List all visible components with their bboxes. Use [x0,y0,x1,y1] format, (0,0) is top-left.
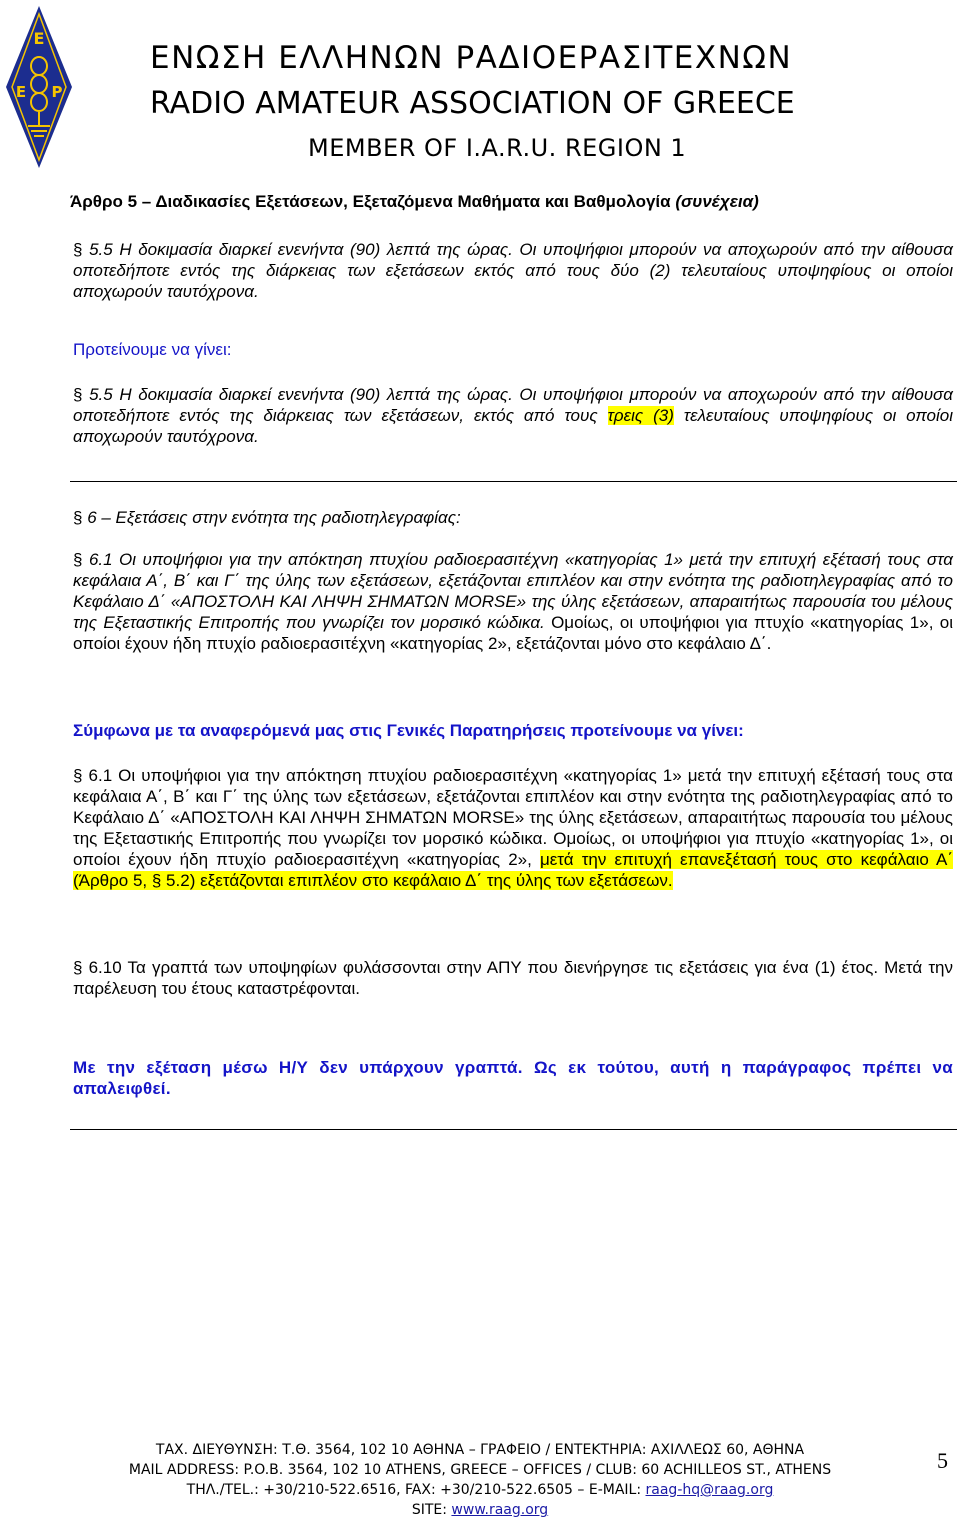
paragraph-6-1-highlight: μετά την επιτυχή επανεξέτασή τους στο κεφάλαιο Α΄ (Άρθρο 5, § 5.2) εξετάζονται επιπλέον στο κεφάλαιο Δ΄ της ύλης των εξετάσεων. [73,850,953,890]
footer-site-label: SITE: [411,1502,452,1518]
footer-address-english: MAIL ADDRESS: P.O.B. 3564, 102 10 ATHENS, GREECE – OFFICES / CLUB: 60 ACHILLEOS ST., ATHENS [128,1462,832,1478]
paragraph-5-5-original [73,239,953,302]
section-6-title [73,507,953,528]
section-icon: § [73,508,83,527]
paragraph-6-10 [73,957,953,999]
org-name-greek: ΕΝΩΣΗ ΕΛΛΗΝΩΝ ΡΑΔΙΟΕΡΑΣΙΤΕΧΝΩΝ [150,40,793,76]
logo-letter-right: Ρ [51,83,63,101]
paragraph-6-1-proposed-text: 6.1 Οι υποψήφιοι για την απόκτηση πτυχίου ραδιοερασιτέχνη «κατηγορίας 1» μετά την επιτυχή εξέτασή τους στα κεφάλαια Α΄, Β΄ και Γ΄ της ύλης των εξετάσεων, εξετάζονται επιπλέον και στην ενότητα της ραδιοτηλεγραφίας από το Κεφάλαιο Δ΄ «ΑΠΟΣΤΟΛΗ ΚΑΙ ΛΗΨΗ ΣΗΜΑΤΩΝ MORSE» της ύλης εξετάσεων, απαραιτήτως παρουσία του μέλους της Εξεταστικής Επιτροπής που γνωρίζει τον μορσικό κώδικα. Ομοίως, οι υποψήφιοι για πτυχίο «κατηγορίας 1», οι οποίοι έχουν ήδη πτυχίο ραδιοερασιτέχνη «κατηγορίας 2», [73,766,953,869]
article-title-suffix: (συνέχεια) [675,192,759,211]
closing-remark: Με την εξέταση μέσω Η/Υ δεν υπάρχουν γραπτά. Ως εκ τούτου, αυτή η παράγραφος πρέπει να απαλειφθεί. [73,1058,953,1098]
section-icon: § [73,766,83,785]
proposal-heading-2: Σύμφωνα με τα αναφερόμενά μας στις Γενικές Παρατηρήσεις προτείνουμε να γίνει: [73,721,744,740]
separator-line [70,1129,957,1130]
section-icon: § [73,958,83,977]
footer-phone-fax: ΤΗΛ./TEL.: +30/210-522.6516, FAX: +30/210-522.6505 – E-MAIL: [186,1482,646,1498]
proposal-heading-1: Προτείνουμε να γίνει: [73,340,232,359]
section-icon: § [73,550,83,569]
raag-logo [4,4,74,170]
paragraph-6-1-original [73,549,953,654]
paragraph-6-1-italic: 6.1 Οι υποψήφιοι για την απόκτηση πτυχίου ραδιοερασιτέχνη «κατηγορίας 1» μετά την επιτυχή εξέτασή τους στα κεφάλαια Α΄, Β΄ και Γ΄ της ύλης των εξετάσεων, εξετάζονται επιπλέον και στην ενότητα της ραδιοτηλεγραφίας από το Κεφάλαιο Δ΄ «ΑΠΟΣΤΟΛΗ ΚΑΙ ΛΗΨΗ ΣΗΜΑΤΩΝ MORSE» της ύλης εξετάσεων, απαραιτήτως παρουσία του μέλους της Εξεταστικής Επιτροπής που γνωρίζει τον μορσικό κώδικα. [73,550,953,632]
article-title [70,192,759,212]
separator-line [70,481,957,482]
paragraph-5-5-proposed-before: 5.5 Η δοκιμασία διαρκεί ενενήντα (90) λεπτά της ώρας. Οι υποψήφιοι μπορούν να αποχωρούν από την αίθουσα οποτεδήποτε εντός της διάρκειας των εξετάσεων, εκτός από τους [73,385,953,425]
section-icon: § [73,385,83,404]
section-icon: § [73,240,83,259]
footer-email-link[interactable]: raag-hq@raag.org [645,1482,774,1498]
iaru-membership: MEMBER OF I.A.R.U. REGION 1 [308,134,687,162]
footer-contact [0,1482,960,1498]
footer-site [0,1502,960,1518]
paragraph-6-1-normal: Ομοίως, οι υποψήφιοι για πτυχίο «κατηγορίας 1», οι οποίοι έχουν ήδη πτυχίο ραδιοερασιτέχνη «κατηγορίας 2», εξετάζονται μόνο στο κεφάλαιο Δ΄. [73,613,953,653]
logo-letter-e: Ε [33,29,45,48]
section-6-title-text: 6 – Εξετάσεις στην ενότητα της ραδιοτηλεγραφίας: [87,508,461,527]
logo-letter-left: Ε [15,83,27,101]
paragraph-6-1-proposed [73,765,953,891]
paragraph-5-5-proposed [73,384,953,447]
article-title-main: Άρθρο 5 – Διαδικασίες Εξετάσεων, Εξεταζόμενα Μαθήματα και Βαθμολογία [70,192,671,211]
paragraph-5-5-highlight: τρεις (3) [607,406,674,425]
footer-site-link[interactable]: www.raag.org [451,1502,549,1518]
footer-address-greek: ΤΑΧ. ΔΙΕΥΘΥΝΣΗ: Τ.Θ. 3564, 102 10 ΑΘΗΝΑ – ΓΡΑΦΕΙΟ / ΕΝΤΕΚΤΗΡΙΑ: ΑΧΙΛΛΕΩΣ 60, ΑΘΗΝΑ [155,1442,805,1458]
page-number: 5 [937,1448,948,1473]
paragraph-6-10-text: 6.10 Τα γραπτά των υποψηφίων φυλάσσονται στην ΑΠΥ που διενήργησε τις εξετάσεις για ένα (1) έτος. Μετά την παρέλευση του έτους καταστρέφονται. [73,958,953,998]
org-name-english: RADIO AMATEUR ASSOCIATION OF GREECE [150,86,795,121]
paragraph-5-5-text: 5.5 Η δοκιμασία διαρκεί ενενήντα (90) λεπτά της ώρας. Οι υποψήφιοι μπορούν να αποχωρούν από την αίθουσα οποτεδήποτε εντός της διάρκειας των εξετάσεων εκτός από τους δύο (2) τελευταίους υποψηφίους οι οποίοι αποχωρούν ταυτόχρονα. [73,240,953,301]
paragraph-5-5-proposed-after: τελευταίους υποψηφίους οι οποίοι αποχωρούν ταυτόχρονα. [73,406,954,446]
